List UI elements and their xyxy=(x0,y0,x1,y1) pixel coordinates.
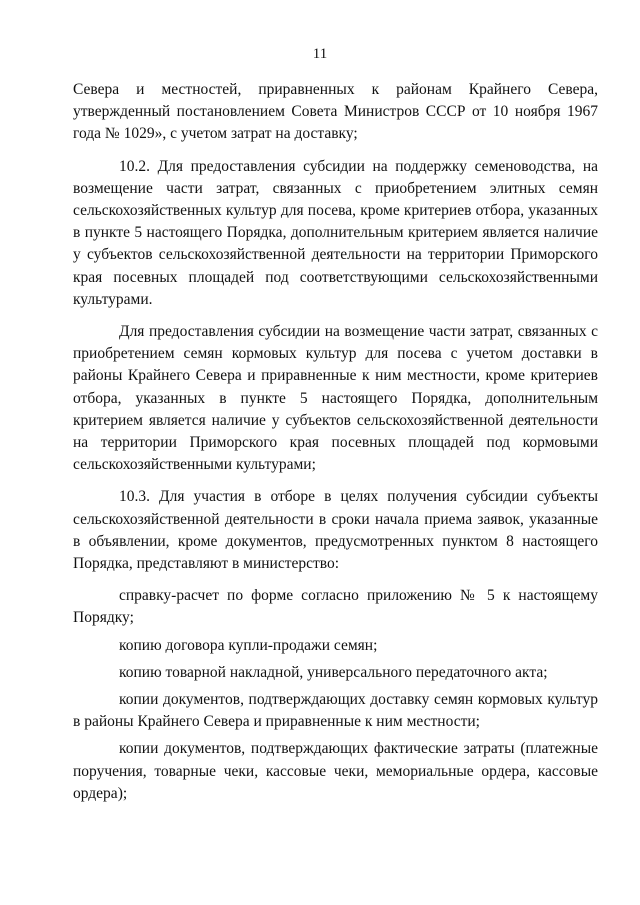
paragraph-forage-seeds: Для предоставления субсидии на возмещение части затрат, связанных с приобретением семян кормовых культур для посева с учетом доставки в районы Крайнего Севера и приравненные к ним местности, кроме критериев отбора, указанных в пункте 5 настоящего Порядка, дополнительным критерием является наличие у субъектов сельскохозяйственной деятельности на территории Приморского края посевных площадей под кормовыми сельскохозяйственными культурами; xyxy=(73,323,598,474)
paragraph-continuation: Севера и местностей, приравненных к районам Крайнего Севера, утвержденный постановлением Совета Министров СССР от 10 ноября 1967 года № 1029», с учетом затрат на доставку; xyxy=(73,81,598,143)
page-number: 11 xyxy=(312,46,328,62)
document-body xyxy=(73,79,598,810)
list-item-delivery-docs: копии документов, подтверждающих доставку семян кормовых культур в районы Крайнего Севера и приравненные к ним местности; xyxy=(73,691,598,731)
list-item-calculation: справку-расчет по форме согласно приложению № 5 к настоящему Порядку; xyxy=(73,587,598,627)
paragraph-10-3: 10.3. Для участия в отборе в целях получения субсидии субъекты сельскохозяйственной деятельности в сроки начала приема заявок, указанные в объявлении, кроме документов, предусмотренных пунктом 8 настоящего Порядка, представляют в министерство: xyxy=(73,488,598,573)
list-item-invoice: копию товарной накладной, универсального передаточного акта; xyxy=(119,663,548,681)
list-item-contract: копию договора купли-продажи семян; xyxy=(119,636,378,654)
list-item-expense-docs: копии документов, подтверждающих фактические затраты (платежные поручения, товарные чеки, кассовые чеки, мемориальные ордера, кассовые ордера); xyxy=(73,740,598,802)
paragraph-10-2: 10.2. Для предоставления субсидии на поддержку семеноводства, на возмещение части затрат, связанных с приобретением элитных семян сельскохозяйственных культур для посева, кроме критериев отбора, указанных в пункте 5 настоящего Порядка, дополнительным критерием является наличие у субъектов сельскохозяйственной деятельности на территории Приморского края посевных площадей под соответствующими сельскохозяйственными культурами. xyxy=(73,157,598,308)
